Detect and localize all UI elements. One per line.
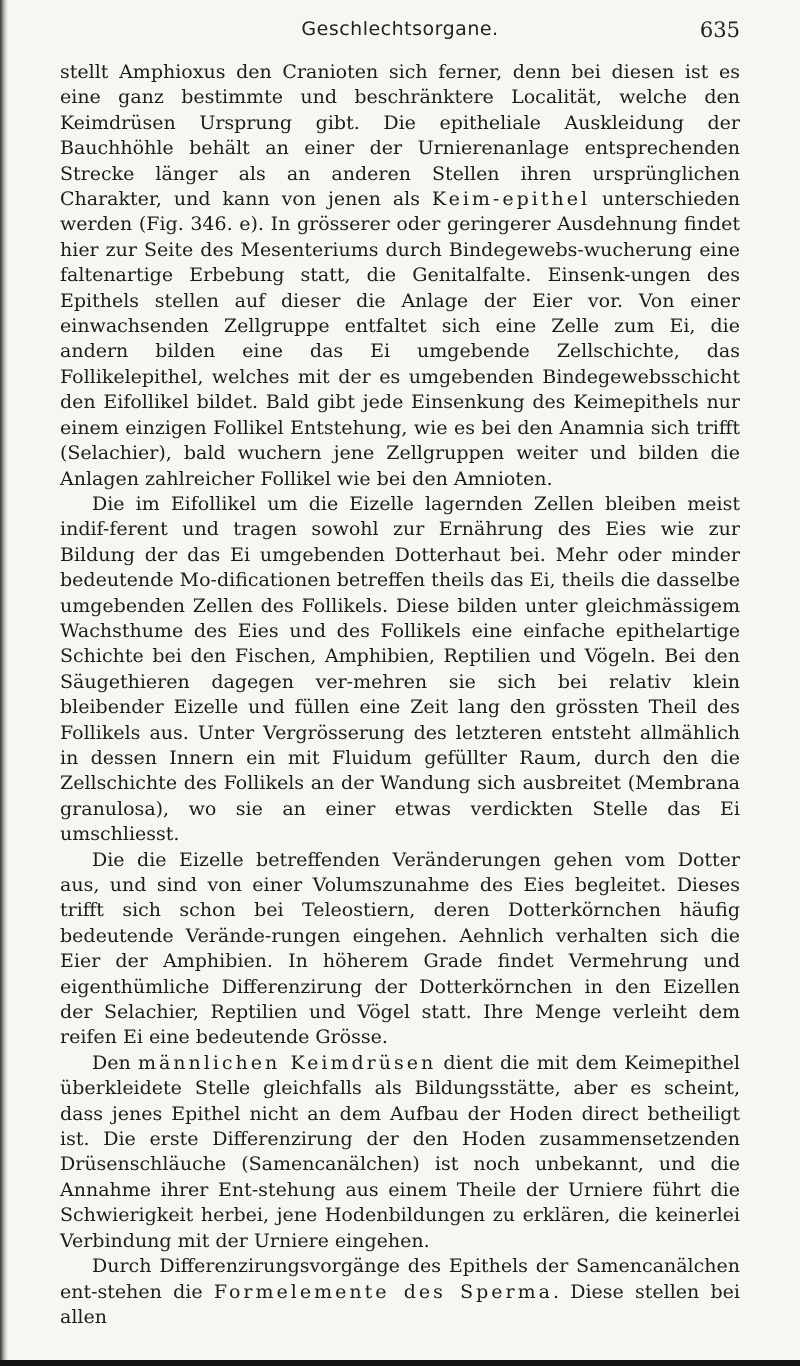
emphasis-maennliche-keimdruesen: männlichen Keimdrüsen	[137, 1051, 437, 1074]
page-bottom-edge	[0, 1360, 800, 1366]
page-header	[60, 18, 740, 48]
paragraph-1: stellt Amphioxus den Cranioten sich ferner, denn bei diesen ist es eine ganz bestimmte und beschränktere Localität, welche den Keimdrüsen Ursprung gibt. Die epitheliale Auskleidung der Bauchhöhle behält an einer der Urnierenanlage entsprechenden Strecke länger als an anderen Stellen ihren ursprünglichen Charakter, und kann von jenen als Keim-epithel unterschieden werden (Fig. 346. e). In grösserer oder geringerer Ausdehnung findet hier zur Seite des Mesenteriums durch Bindegewebs-wucherung eine faltenartige Erbebung statt, die Genitalfalte. Einsenk-ungen des Epithels stellen auf dieser die Anlage der Eier vor. Von einer einwachsenden Zellgruppe entfaltet sich eine Zelle zum Ei, die andern bilden eine das Ei umgebende Zellschichte, das Follikelepithel, welches mit der es umgebenden Bindegewebsschicht den Eifollikel bildet. Bald gibt jede Einsenkung des Keimepithels nur einem einzigen Follikel Entstehung, wie es bei den Anamnia sich trifft (Selachier), bald wuchern jene Zellgruppen weiter und bilden die Anlagen zahlreicher Follikel wie bei den Amnioten.	[60, 61, 740, 490]
paragraph-5: Durch Differenzirungsvorgänge des Epithels der Samencanälchen ent-stehen die Formelemente des Sperma. Diese stellen bei allen	[60, 1255, 740, 1328]
body-text	[60, 60, 740, 1330]
binding-shadow	[0, 0, 8, 1366]
emphasis-formelemente: Formelemente des Sperma	[213, 1280, 553, 1303]
paragraph-3: Die die Eizelle betreffenden Veränderungen gehen vom Dotter aus, und sind von einer Volumszunahme des Eies begleitet. Dieses trifft sich schon bei Teleostiern, deren Dotterkörnchen häufig bedeutende Verände-rungen eingehen. Aehnlich verhalten sich die Eier der Amphibien. In höherem Grade findet Vermehrung und eigenthümliche Differenzirung der Dotterkörnchen in den Eizellen der Selachier, Reptilien und Vögel statt. Ihre Menge verleiht dem reifen Ei eine bedeutende Grösse.	[60, 848, 740, 1049]
page-number: 635	[699, 18, 740, 42]
emphasis-keimepithel: Keim-epithel	[431, 188, 591, 211]
paragraph-2: Die im Eifollikel um die Eizelle lagernden Zellen bleiben meist indif-ferent und tragen sowohl zur Ernährung des Eies wie zur Bildung der das Ei umgebenden Dotterhaut bei. Mehr oder minder bedeutende Mo-dificationen betreffen theils das Ei, theils die dasselbe umgebenden Zellen des Follikels. Diese bilden unter gleichmässigem Wachsthume des Eies und des Follikels eine einfache epithelartige Schichte bei den Fischen, Amphibien, Reptilien und Vögeln. Bei den Säugethieren dagegen ver-mehren sie sich bei relativ klein bleibender Eizelle und füllen eine Zeit lang den grössten Theil des Follikels aus. Unter Vergrösserung des letzteren entsteht allmählich in dessen Innern ein mit Fluidum gefüllter Raum, durch den die Zellschichte des Follikels an der Wandung sich ausbreitet (Membrana granulosa), wo sie an einer etwas verdickten Stelle das Ei umschliesst.	[60, 492, 740, 846]
paragraph-4: Den männlichen Keimdrüsen dient die mit dem Keimepithel überkleidete Stelle gleichfalls als Bildungsstätte, aber es scheint, dass jenes Epithel nicht an dem Aufbau der Hoden direct betheiligt ist. Die erste Differenzirung der den Hoden zusammensetzenden Drüsenschläuche (Samencanälchen) ist noch unbekannt, und die Annahme ihrer Ent-stehung aus einem Theile der Urniere führt die Schwierigkeit herbei, jene Hodenbildungen zu erklären, die keinerlei Verbindung mit der Urniere eingehen.	[60, 1051, 740, 1252]
running-head: Geschlechtsorgane.	[301, 18, 499, 40]
